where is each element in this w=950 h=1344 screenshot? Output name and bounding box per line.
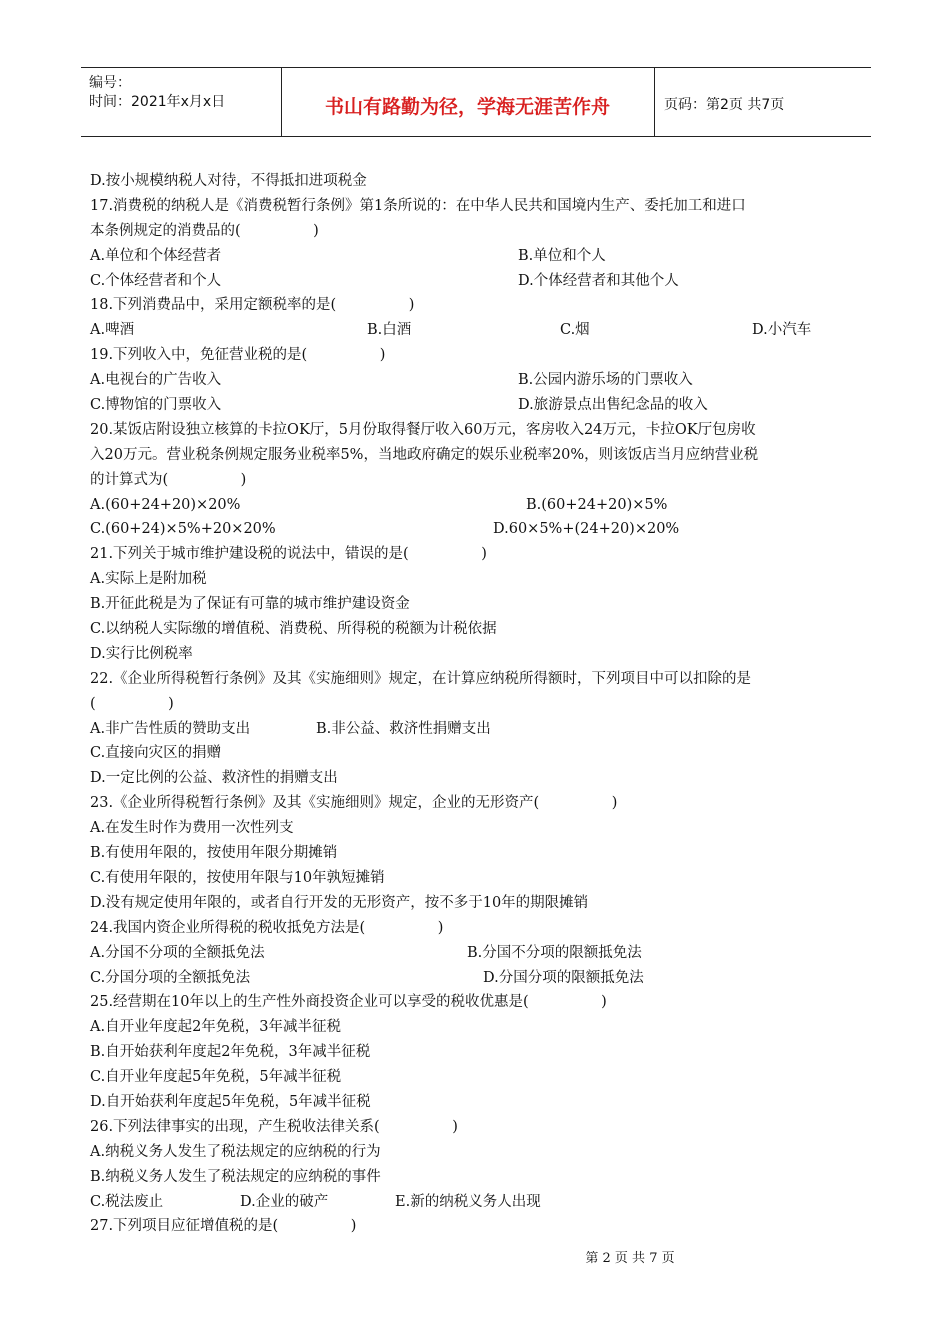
- text-line: [90, 443, 865, 468]
- line-text: 19.下列收入中，免征营业税的是( ): [90, 347, 386, 364]
- exam-questions-body: [90, 169, 865, 1239]
- text-line: [90, 1214, 865, 1239]
- answer-option: A.非广告性质的赞助支出: [90, 720, 251, 737]
- answer-option: D.60×5%+(24+20)×20%: [493, 521, 680, 538]
- text-line: [90, 766, 865, 791]
- text-line: [90, 717, 865, 742]
- text-line: [90, 667, 865, 692]
- line-text: B.纳税义务人发生了税法规定的应纳税的事件: [90, 1168, 381, 1185]
- answer-option: B.白酒: [367, 322, 412, 339]
- text-line: [90, 393, 865, 418]
- answer-option: A.单位和个体经营者: [90, 247, 222, 264]
- document-date-label: 时间：2021年x月x日: [89, 94, 226, 110]
- text-line: [90, 542, 865, 567]
- line-text: 24.我国内资企业所得税的税收抵免方法是( ): [90, 919, 444, 936]
- text-line: [90, 617, 865, 642]
- line-text: 21.下列关于城市维护建设税的说法中，错误的是( ): [90, 546, 487, 563]
- line-text: 25.经营期在10年以上的生产性外商投资企业可以享受的税收优惠是( ): [90, 994, 607, 1011]
- text-line: [90, 1040, 865, 1065]
- answer-option: A.分国不分项的全额抵免法: [90, 944, 265, 961]
- text-line: [90, 1065, 865, 1090]
- line-text: C.有使用年限的，按使用年限与10年孰短摊销: [90, 869, 385, 886]
- answer-option: D.小汽车: [752, 322, 812, 339]
- answer-option: A.啤酒: [90, 322, 135, 339]
- page-footer: 第 2 页 共 7 页: [585, 1251, 675, 1266]
- line-text: A.纳税义务人发生了税法规定的应纳税的行为: [90, 1143, 381, 1160]
- line-text: 26.下列法律事实的出现，产生税收法律关系( ): [90, 1118, 458, 1135]
- line-text: C.直接向灾区的捐赠: [90, 745, 222, 762]
- text-line: [90, 1165, 865, 1190]
- answer-option: C.分国分项的全额抵免法: [90, 969, 251, 986]
- header-motto-cell: [281, 68, 655, 136]
- text-line: [90, 169, 865, 194]
- line-text: 23.《企业所得税暂行条例》及其《实施细则》规定，企业的无形资产( ): [90, 795, 618, 812]
- text-line: [90, 269, 865, 294]
- line-text: B.自开始获利年度起2年免税，3年减半征税: [90, 1044, 371, 1061]
- text-line: [90, 1090, 865, 1115]
- text-line: [90, 642, 865, 667]
- line-text: D.没有规定使用年限的，或者自行开发的无形资产，按不多于10年的期限摊销: [90, 894, 589, 911]
- line-text: 入20万元。营业税条例规定服务业税率5%，当地政府确定的娱乐业税率20%，则该饭店当月应纳营业税: [90, 446, 759, 463]
- page-header: [81, 67, 871, 137]
- text-line: [90, 592, 865, 617]
- answer-option: C.个体经营者和个人: [90, 272, 222, 289]
- text-line: [90, 990, 865, 1015]
- text-line: [90, 468, 865, 493]
- answer-option: E.新的纳税义务人出现: [395, 1193, 541, 1210]
- line-text: 27.下列项目应征增值税的是( ): [90, 1218, 357, 1235]
- answer-option: C.博物馆的门票收入: [90, 397, 222, 414]
- line-text: 本条例规定的消费品的( ): [90, 222, 319, 239]
- answer-option: B.(60+24+20)×5%: [526, 496, 668, 513]
- text-line: [90, 916, 865, 941]
- text-line: [90, 1140, 865, 1165]
- text-line: [90, 368, 865, 393]
- line-text: C.自开业年度起5年免税，5年减半征税: [90, 1069, 342, 1086]
- answer-option: B.公园内游乐场的门票收入: [518, 372, 693, 389]
- line-text: 20.某饭店附设独立核算的卡拉OK厅，5月份取得餐厅收入60万元，客房收入24万元，卡拉OK厅包房收: [90, 421, 756, 438]
- text-line: [90, 1115, 865, 1140]
- text-line: [90, 493, 865, 518]
- line-text: A.在发生时作为费用一次性列支: [90, 820, 294, 837]
- text-line: [90, 891, 865, 916]
- document-number-label: 编号：: [89, 75, 131, 91]
- text-line: [90, 244, 865, 269]
- answer-option: C.(60+24)×5%+20×20%: [90, 521, 276, 538]
- header-page-cell: [654, 68, 871, 136]
- answer-option: C.烟: [560, 322, 590, 339]
- text-line: [90, 1190, 865, 1215]
- line-text: D.自开始获利年度起5年免税，5年减半征税: [90, 1093, 371, 1110]
- header-page-info: 页码：第2页 共7页: [664, 97, 785, 113]
- line-text: A.自开业年度起2年免税，3年减半征税: [90, 1019, 342, 1036]
- line-text: 17.消费税的纳税人是《消费税暂行条例》第1条所说的：在中华人民共和国境内生产、委托加工和进口: [90, 197, 746, 214]
- line-text: A.实际上是附加税: [90, 571, 207, 588]
- text-line: [90, 741, 865, 766]
- text-line: [90, 194, 865, 219]
- text-line: [90, 293, 865, 318]
- text-line: [90, 567, 865, 592]
- line-text: B.有使用年限的，按使用年限分期摊销: [90, 845, 338, 862]
- line-text: 的计算式为( ): [90, 471, 247, 488]
- text-line: [90, 866, 865, 891]
- text-line: [90, 1015, 865, 1040]
- text-line: [90, 816, 865, 841]
- answer-option: B.分国不分项的限额抵免法: [467, 944, 642, 961]
- text-line: [90, 841, 865, 866]
- line-text: C.以纳税人实际缴的增值税、消费税、所得税的税额为计税依据: [90, 621, 497, 638]
- answer-option: A.(60+24+20)×20%: [90, 496, 241, 513]
- answer-option: D.分国分项的限额抵免法: [483, 969, 644, 986]
- line-text: B.开征此税是为了保证有可靠的城市维护建设资金: [90, 596, 410, 613]
- line-text: D.实行比例税率: [90, 645, 193, 662]
- header-motto: 书山有路勤为径，学海无涯苦作舟: [324, 96, 610, 118]
- line-text: ( ): [90, 695, 174, 712]
- answer-option: C.税法废止: [90, 1193, 164, 1210]
- text-line: [90, 791, 865, 816]
- text-line: [90, 418, 865, 443]
- answer-option: D.个体经营者和其他个人: [518, 272, 679, 289]
- answer-option: D.企业的破产: [240, 1193, 329, 1210]
- answer-option: A.电视台的广告收入: [90, 372, 222, 389]
- line-text: 22.《企业所得税暂行条例》及其《实施细则》规定，在计算应纳税所得额时，下列项目中可以扣除的是: [90, 670, 752, 687]
- text-line: [90, 219, 865, 244]
- line-text: 18.下列消费品中，采用定额税率的是( ): [90, 297, 415, 314]
- header-meta-cell: [81, 68, 282, 136]
- text-line: [90, 517, 865, 542]
- text-line: [90, 966, 865, 991]
- answer-option: B.单位和个人: [518, 247, 606, 264]
- answer-option: B.非公益、救济性捐赠支出: [316, 720, 491, 737]
- line-text: D.按小规模纳税人对待，不得抵扣进项税金: [90, 173, 367, 189]
- line-text: D.一定比例的公益、救济性的捐赠支出: [90, 770, 338, 787]
- text-line: [90, 692, 865, 717]
- text-line: [90, 318, 865, 343]
- text-line: [90, 343, 865, 368]
- answer-option: D.旅游景点出售纪念品的收入: [518, 397, 708, 414]
- text-line: [90, 941, 865, 966]
